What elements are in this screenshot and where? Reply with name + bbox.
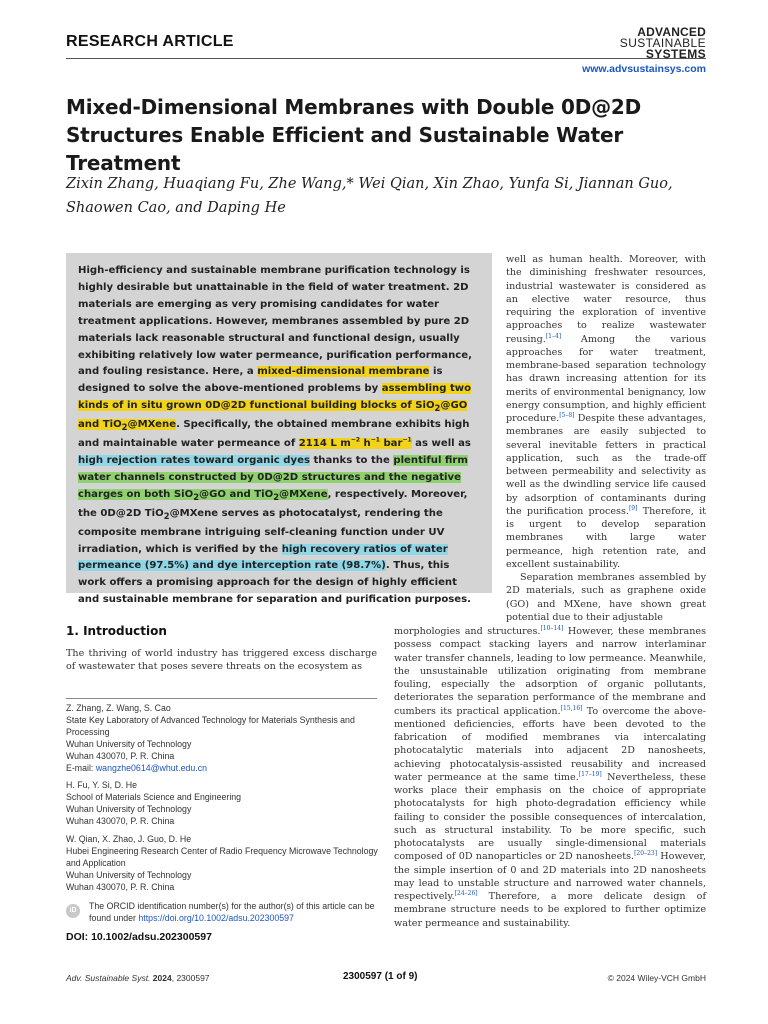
abstract-highlight-text: @GO and TiO [199, 488, 274, 500]
body-text: However, the simple insertion of 0 and 2D materials into 2D nanosheets may lead to unstable structure and narrowed water channels, respectively. [394, 851, 707, 902]
body-text: Among the various approaches for water treatment, membrane-based separation technology has drawn increasing attention for its merits of environmental benignancy, low energy consumption, and highly efficient procedure. [506, 333, 706, 424]
orcid-link[interactable]: https://doi.org/10.1002/adsu.202300597 [138, 912, 294, 923]
reference-link[interactable]: [20–23] [634, 850, 658, 858]
reference-link[interactable]: [5–8] [559, 411, 575, 419]
affiliation-address: Wuhan 430070, P. R. China [66, 881, 175, 892]
abstract-highlight-text: assembling two kinds of in situ grown 0D@2D functional building blocks of SiO [78, 383, 472, 412]
footer-year: 2024 [152, 973, 172, 983]
abstract-highlight: high rejection rates toward organic dyes [78, 455, 310, 466]
affiliation-institution: Hubei Engineering Research Center of Radio Frequency Microwave Technology and Application [66, 845, 378, 868]
affiliation-address: Wuhan 430070, P. R. China [66, 816, 175, 827]
journal-url-link[interactable]: www.advsustainsys.com [582, 63, 706, 75]
abstract-highlight: mixed-dimensional membrane [257, 366, 430, 378]
abstract-text: . Specifically, the obtained membrane exhibits high and maintainable water permeance of [78, 419, 470, 450]
body-text: Separation membranes assembled by 2D materials, such as graphene oxide (GO) and MXene, have shown great potential due to their adjustable [506, 572, 706, 623]
affiliation-address: Wuhan 430070, P. R. China [66, 750, 175, 761]
affiliation-names: Z. Zhang, Z. Wang, S. Cao [66, 703, 171, 713]
subscript: 2 [163, 510, 170, 521]
abstract-text: High-efficiency and sustainable membrane purification technology is highly desirable but unattainable in the field of water treatment. 2D materials are emerging as very promising candidates for water treatment applications. However, membranes assembled by pure 2D materials lack reasonable structural and functional design, usually exhibiting relatively low water permeance, purification performance, and fouling resistance. Here, a [78, 265, 472, 378]
body-text: morphologies and structures. [394, 626, 541, 637]
footer-citation [66, 973, 210, 983]
abstract-text: as well as [411, 438, 471, 450]
reference-link[interactable]: [17–19] [578, 770, 602, 778]
body-text: well as human health. Moreover, with the diminishing freshwater resources, industrial wastewater is considered as an elective water resource, thus requiring the exploration of inventive approaches to realize wastewater reusing. [506, 254, 706, 345]
abstract-highlight [360, 438, 412, 449]
abstract-text-part: , respectively. Moreover, the 0D@2D TiO [78, 488, 468, 519]
abstract-highlight: high recovery ratios of water permeance (97.5%) and dye interception rate (98.7%) [78, 543, 448, 572]
journal-logo-line2: SUSTAINABLE [619, 36, 706, 50]
abstract-highlight-text: 2114 L m [298, 438, 351, 450]
superscript: −1 [370, 436, 380, 444]
affiliation-university: Wuhan University of Technology [66, 738, 192, 749]
abstract-text-part: @MXene serves as photocatalyst, rendering the composite membrane intriguing self-cleaning function under UV irradiation, which is verified by the [78, 507, 445, 555]
body-text: However, these membranes possess compact stacking layers and narrow interlaminar water transfer channels, leading to low permeance. Meanwhile, the unsustainable utilization originating from membrane fouling, especially the adsorption of organic pollutants, deteriorates the separation performance of the membrane and cumbers its practical application. [394, 626, 706, 717]
superscript: −2 [350, 436, 361, 444]
section-label: RESEARCH ARTICLE [66, 33, 234, 50]
affiliation-divider [66, 698, 377, 699]
footer-article-id: , 2300597 [171, 973, 210, 983]
affiliation-email [66, 763, 378, 775]
abstract-highlight-text: bar [379, 438, 403, 450]
reference-link[interactable]: [1–4] [545, 332, 562, 340]
body-text: To overcome the above-mentioned deficiencies, efforts have been devoted to the fabrication of modified membranes via intercalating photocatalytic materials into adjacent 2D nanosheets, achieving photocatalysis-assisted reusability and increased water permeance at the same time. [394, 705, 706, 783]
body-text: Therefore, it is urgent to develop separation membranes with large water permeance, high retention rate, and excellent sustainability. [506, 505, 707, 570]
copyright: © 2024 Wiley-VCH GmbH [607, 973, 706, 983]
subscript: 2 [273, 491, 280, 502]
superscript: −1 [402, 436, 412, 444]
author-list: Zixin Zhang, Huaqiang Fu, Zhe Wang,* Wei Qian, Xin Zhao, Yunfa Si, Jiannan Guo, Shaowen Cao, and Daping He [66, 176, 673, 216]
right-column-top [506, 253, 706, 624]
journal-logo-line3: SYSTEMS [645, 47, 706, 61]
journal-logo-line1: ADVANCED [637, 25, 706, 39]
affiliation-university: Wuhan University of Technology [66, 869, 192, 880]
header-divider [66, 58, 706, 59]
reference-link[interactable]: [9] [628, 504, 638, 512]
footer-journal: Adv. Sustainable Syst. [66, 973, 151, 983]
email-label: E-mail: [66, 762, 96, 773]
section-heading: 1. Introduction [66, 624, 167, 638]
article-title: Mixed-Dimensional Membranes with Double 0D@2D Structures Enable Efficient and Sustainable Water Treatment [66, 95, 642, 175]
doi: DOI: 10.1002/adsu.202300597 [66, 931, 212, 943]
affiliation-institution: School of Materials Science and Engineering [66, 792, 242, 803]
intro-paragraph: The thriving of world industry has triggered excess discharge of wastewater that poses severe threats on the ecosystem as [66, 648, 377, 673]
subscript: 2 [434, 403, 441, 414]
reference-link[interactable]: [24–26] [454, 889, 478, 897]
affiliation-names: W. Qian, X. Zhao, J. Guo, D. He [66, 834, 192, 845]
journal-logo [620, 27, 706, 60]
subscript: 2 [193, 491, 200, 502]
reference-link[interactable]: [10–14] [540, 624, 564, 632]
affiliation-university: Wuhan University of Technology [66, 804, 192, 815]
orcid-text: The ORCID identification number(s) for the author(s) of this article can be found under [89, 901, 375, 923]
body-text: Despite these advantages, membranes are easily subjected to several inevitable fetters in practical application, such as the trade-off between permeability and selectivity as well as the dwindling service life caused by adsorption of contaminants during the purification process. [506, 413, 706, 517]
body-text: Therefore, a more delicate design of membrane structure needs to be explored to further optimize water permeance and sustainability. [394, 891, 706, 929]
abstract-highlight-text: h [360, 438, 371, 450]
body-text: Nevertheless, these works place their emphasis on the choice of appropriate photocatalysts for high photo-degradation efficiency while failing to consider the possible consequences of intercalation, such as structural instability. To be more specific, such photocatalysts are usually single-dimensional materials composed of 0D nanoparticles or 2D nanosheets. [394, 771, 706, 863]
abstract-highlight-text: @MXene [127, 419, 177, 431]
abstract-highlight-text: @GO and TiO [78, 400, 468, 431]
affiliation-institution: State Key Laboratory of Advanced Technology for Materials Synthesis and Processing [66, 714, 355, 737]
orcid-icon[interactable]: iD [66, 904, 80, 918]
orcid-note [89, 901, 379, 925]
email-link[interactable]: wangzhe0614@whut.edu.cn [95, 762, 207, 773]
subscript: 2 [121, 422, 128, 433]
abstract-highlight-text: plentiful firm water channels constructed by 0D@2D structures and the negative charges on both SiO [78, 455, 468, 500]
page-number: 2300597 (1 of 9) [343, 971, 418, 982]
affiliations [66, 703, 378, 894]
abstract-highlight-text: @MXene [279, 488, 328, 500]
abstract-text: . Thus, this work offers a promising approach for the design of highly efficient and sustainable membrane for separation and purification purposes. [78, 560, 471, 606]
reference-link[interactable]: [15,16] [560, 704, 583, 712]
affiliation-names: H. Fu, Y. Si, D. He [66, 780, 138, 791]
abstract-text: is designed to solve the above-mentioned problems by [78, 366, 443, 395]
abstract-text: thanks to the [309, 455, 394, 466]
right-column-main [394, 625, 706, 930]
abstract-highlight [299, 438, 360, 449]
abstract-box [66, 253, 492, 606]
